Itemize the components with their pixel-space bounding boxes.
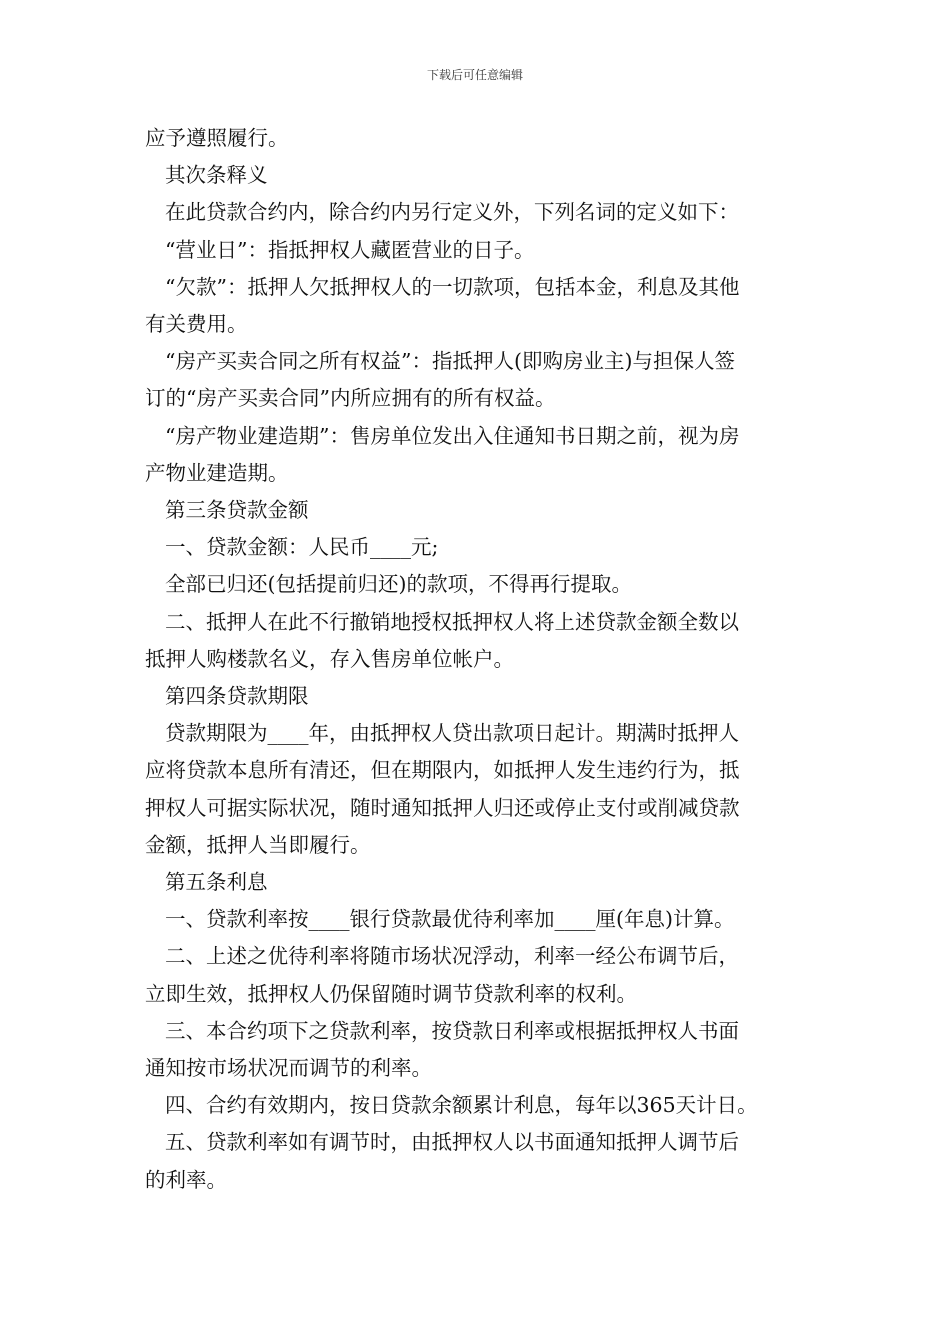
page-header: 下载后可任意编辑 xyxy=(426,68,523,82)
document-line: 第四条贷款期限 xyxy=(165,684,309,709)
document-line: 金额，抵押人当即履行。 xyxy=(145,832,371,857)
document-line: 二、上述之优待利率将随市场状况浮动，利率一经公布调节后， xyxy=(165,944,739,969)
document-body xyxy=(145,120,810,1199)
document-line: 五、贷款利率如有调节时，由抵押权人以书面通知抵押人调节后 xyxy=(165,1130,739,1155)
document-line: 第三条贷款金额 xyxy=(165,498,309,523)
document-line: 的利率。 xyxy=(145,1167,227,1192)
document-line: 产物业建造期。 xyxy=(145,460,289,485)
document-line: “欠款”：抵押人欠抵押权人的一切款项，包括本金，利息及其他 xyxy=(165,274,740,299)
document-line: 四、合约有效期内，按日贷款余额累计利息，每年以365天计日。 xyxy=(165,1093,758,1118)
document-line: “房产买卖合同之所有权益”：指抵押人(即购房业主)与担保人签 xyxy=(165,349,735,374)
document-line: 应予遵照履行。 xyxy=(145,126,289,150)
document-line: 全部已归还(包括提前归还)的款项，不得再行提取。 xyxy=(165,572,632,597)
document-line: 通知按市场状况而调节的利率。 xyxy=(145,1056,432,1081)
document-line: 三、本合约项下之贷款利率，按贷款日利率或根据抵押权人书面 xyxy=(165,1018,739,1043)
document-line: 应将贷款本息所有清还，但在期限内，如抵押人发生违约行为，抵 xyxy=(145,758,740,783)
document-line: 押权人可据实际状况，随时通知抵押人归还或停止支付或削减贷款 xyxy=(145,795,740,820)
document-line: “房产物业建造期”：售房单位发出入住通知书日期之前，视为房 xyxy=(165,423,740,448)
document-line: 订的“房产买卖合同”内所应拥有的所有权益。 xyxy=(145,386,556,411)
document-line: 有关费用。 xyxy=(145,312,248,337)
document-line: 二、抵押人在此不行撤销地授权抵押权人将上述贷款金额全数以 xyxy=(165,609,739,634)
document-line: 贷款期限为____年，由抵押权人贷出款项日起计。期满时抵押人 xyxy=(165,721,739,746)
document-line: 其次条释义 xyxy=(165,163,268,188)
document-line: 在此贷款合约内，除合约内另行定义外，下列名词的定义如下： xyxy=(165,200,739,225)
document-line: 第五条利息 xyxy=(165,870,268,895)
document-line: 抵押人购楼款名义，存入售房单位帐户。 xyxy=(145,646,514,671)
document-line: 立即生效，抵押权人仍保留随时调节贷款利率的权利。 xyxy=(145,981,637,1006)
document-line: 一、贷款利率按____银行贷款最优待利率加____厘(年息)计算。 xyxy=(165,907,735,932)
document-line: “营业日”：指抵押权人藏匿营业的日子。 xyxy=(165,237,535,262)
document-line: 一、贷款金额：人民币____元; xyxy=(165,535,439,560)
